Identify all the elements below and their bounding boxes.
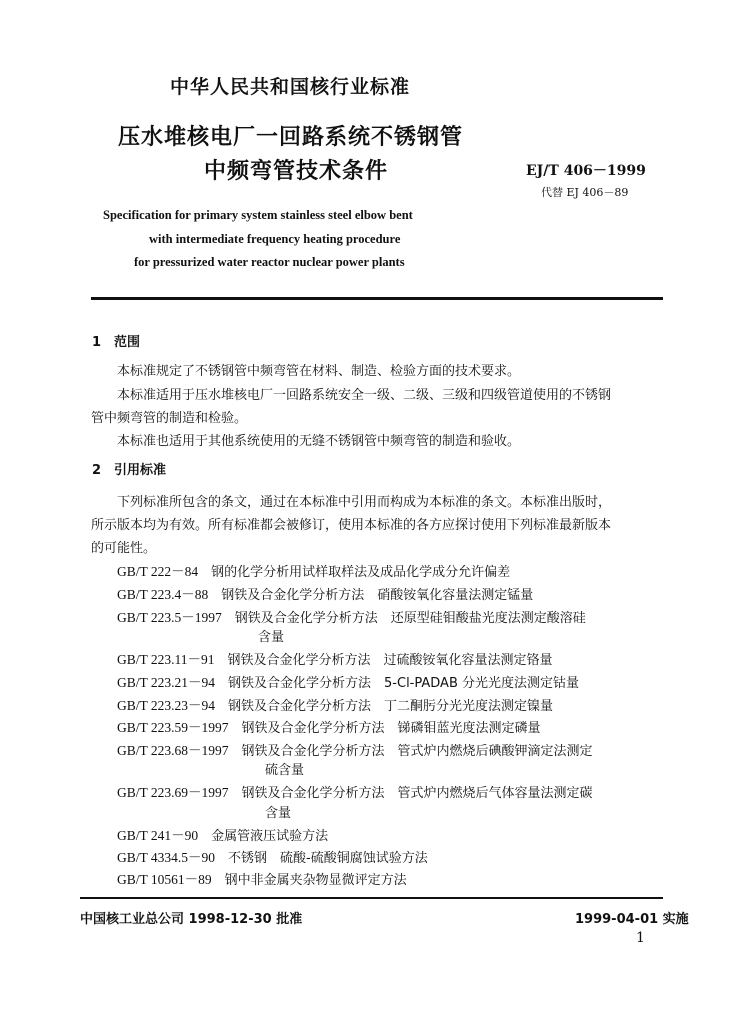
reference-code: GB/T 223.69－1997 [117, 785, 229, 800]
reference-code: GB/T 222－84 [117, 564, 199, 579]
issuing-body: 中华人民共和国核行业标准 [170, 76, 411, 98]
section-1-title: 范围 [114, 335, 141, 350]
reference-item [117, 824, 328, 844]
reference-code: GB/T 241－90 [117, 828, 199, 843]
section-2-intro: 的可能性。 [91, 541, 157, 556]
reference-title: 钢铁及合金化学分析方法 丁二酮肟分光光度法测定镍量 [228, 699, 554, 714]
reference-title: 钢的化学分析用试样取样法及成品化学成分允许偏差 [211, 565, 511, 580]
reference-item [117, 694, 553, 714]
reference-title: 钢铁及合金化学分析方法 硝酸铵氧化容量法测定锰量 [221, 588, 534, 603]
section-2-title: 引用标准 [114, 463, 167, 478]
implementation-date: 1999-04-01 实施 [575, 912, 689, 927]
reference-code: GB/T 223.4－88 [117, 587, 209, 602]
section-2-number: 2 [92, 463, 102, 478]
section-1-number: 1 [92, 335, 102, 350]
reference-code: GB/T 223.11－91 [117, 652, 215, 667]
reference-item [117, 648, 553, 668]
english-title-line-2: with intermediate frequency heating procedure [149, 232, 401, 246]
reference-code: GB/T 223.5－1997 [117, 610, 222, 625]
reference-title: 钢铁及合金化学分析方法 还原型硅钼酸盐光度法测定酸溶硅 [234, 611, 586, 626]
replaces-standard: 代替 EJ 406－89 [541, 186, 629, 199]
reference-title: 钢铁及合金化学分析方法 锑磷钼蓝光度法测定磷量 [241, 721, 541, 736]
reference-code: GB/T 223.59－1997 [117, 720, 229, 735]
reference-item [117, 560, 510, 580]
english-title-line-1: Specification for primary system stainless steel elbow bent [103, 208, 413, 222]
reference-title: 钢铁及合金化学分析方法 管式炉内燃烧后碘酸钾滴定法测定 [241, 744, 593, 759]
english-title-line-3: for pressurized water reactor nuclear power plants [134, 255, 405, 269]
section-1-heading [92, 331, 140, 350]
reference-title-continuation: 硫含量 [265, 763, 305, 778]
reference-title: 钢中非金属夹杂物显微评定方法 [224, 873, 407, 888]
standard-code: EJ/T 406－1999 [526, 163, 646, 179]
reference-code: GB/T 10561－89 [117, 872, 212, 887]
section-2-heading [92, 459, 166, 478]
section-1-paragraph: 本标准适用于压水堆核电厂一回路系统安全一级、二级、三级和四级管道使用的不锈钢 [117, 388, 612, 403]
reference-item [117, 868, 407, 888]
reference-title: 金属管液压试验方法 [211, 829, 329, 844]
footer-divider [80, 897, 663, 899]
reference-title: 不锈钢 硫酸-硫酸铜腐蚀试验方法 [228, 851, 428, 866]
reference-item [117, 671, 579, 691]
reference-code: GB/T 223.68－1997 [117, 743, 229, 758]
reference-item [117, 606, 586, 626]
approval-line: 中国核工业总公司 1998-12-30 批准 [80, 912, 303, 927]
reference-item [117, 781, 593, 801]
reference-item [117, 846, 428, 866]
reference-code: GB/T 4334.5－90 [117, 850, 216, 865]
reference-title: 钢铁及合金化学分析方法 5-Cl-PADAB 分光光度法测定钴量 [228, 676, 579, 691]
title-line-2: 中频弯管技术条件 [204, 159, 389, 184]
reference-title: 钢铁及合金化学分析方法 管式炉内燃烧后气体容量法测定碳 [241, 786, 593, 801]
section-1-paragraph: 管中频弯管的制造和检验。 [91, 411, 248, 426]
reference-item [117, 583, 533, 603]
section-2-intro: 下列标准所包含的条文，通过在本标准中引用而构成为本标准的条文。本标准出版时， [117, 495, 612, 510]
section-1-paragraph: 本标准也适用于其他系统使用的无缝不锈钢管中频弯管的制造和验收。 [117, 434, 521, 449]
reference-code: GB/T 223.21－94 [117, 675, 216, 690]
reference-item [117, 739, 593, 759]
section-1-paragraph: 本标准规定了不锈钢管中频弯管在材料、制造、检验方面的技术要求。 [117, 364, 521, 379]
title-line-1: 压水堆核电厂一回路系统不锈钢管 [118, 125, 464, 150]
page-number: 1 [636, 930, 645, 946]
reference-code: GB/T 223.23－94 [117, 698, 216, 713]
reference-item [117, 716, 541, 736]
reference-title: 钢铁及合金化学分析方法 过硫酸铵氧化容量法测定铬量 [227, 653, 553, 668]
section-2-intro: 所示版本均为有效。所有标准都会被修订，使用本标准的各方应探讨使用下列标准最新版本 [91, 518, 612, 533]
header-divider [91, 297, 663, 300]
reference-title-continuation: 含量 [265, 806, 292, 821]
reference-title-continuation: 含量 [258, 630, 285, 645]
